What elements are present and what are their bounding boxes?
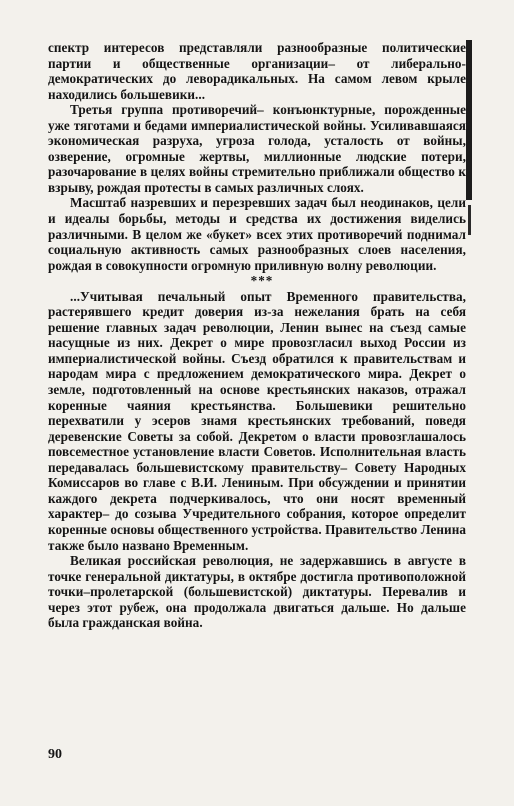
paragraph-third-group: Третья группа противоречий– конъюнктурные, порожденные уже тяготами и бедами империалистической войны. Усиливавшаяся экономическая разруха, угроза голода, усталость от войны, озверение, огромные жертвы, миллионные людские потери, разочарование в целях войны стремительно приближали общество к взрыву, рождая протесты в самых различных слоях.	[48, 102, 466, 195]
paragraph-decrees: ...Учитывая печальный опыт Временного правительства, растерявшего кредит доверия из-за нежелания брать на себя решение главных задач революции, Ленин вынес на съезд самые насущные из них. Декрет о мире провозгласил выход России из империалистической войны. Съезд обратился к правительствам и народам мира с предложением демократического мира. Декрет о земле, подготовленный на основе крестьянских наказов, отражал коренные чаяния крестьянства. Большевики решительно перехватили у эсеров знамя крестьянских требований, поведя деревенские Советы за собой. Декретом о власти провозглашалось повсеместное установление власти Советов. Исполнительная власть передавалась большевистскому правительству– Совету Народных Комиссаров во главе с В.И. Лениным. При обсуждении и принятии каждого декрета подчеркивалось, что они носят временный характер– до созыва Учредительного собрания, которое определит коренные основы общественного устройства. Правительство Ленина также было названо Временным.	[48, 288, 466, 553]
paragraph-great-revolution: Великая российская революция, не задержавшись в августе в точке генеральной диктатуры, в октябре достигла противоположной точки–пролетарской (большевистской) диктатуры. Перевалив и через этот рубеж, она продолжала двигаться дальше. Но дальше была гражданская война.	[48, 553, 466, 631]
paragraph-scale-of-tasks: Масштаб назревших и перезревших задач был неодинаков, цели и идеалы борьбы, методы и средства их достижения виделись различными. В целом же «букет» всех этих противоречий поднимал социальную активность самых разнообразных слоев населения, рождая в совокупности огромную приливную волну революции.	[48, 195, 466, 273]
paragraph-continuation: спектр интересов представляли разнообразные политические партии и общественные организации– от либерально-демократических до леворадикальных. На самом левом крыле находились большевики...	[48, 40, 466, 102]
scan-edge-shadow	[466, 40, 472, 200]
page-body-text	[48, 40, 466, 631]
section-separator: ***	[250, 273, 274, 289]
page-number: 90	[48, 747, 62, 762]
scan-edge-shadow-lower	[468, 205, 471, 235]
